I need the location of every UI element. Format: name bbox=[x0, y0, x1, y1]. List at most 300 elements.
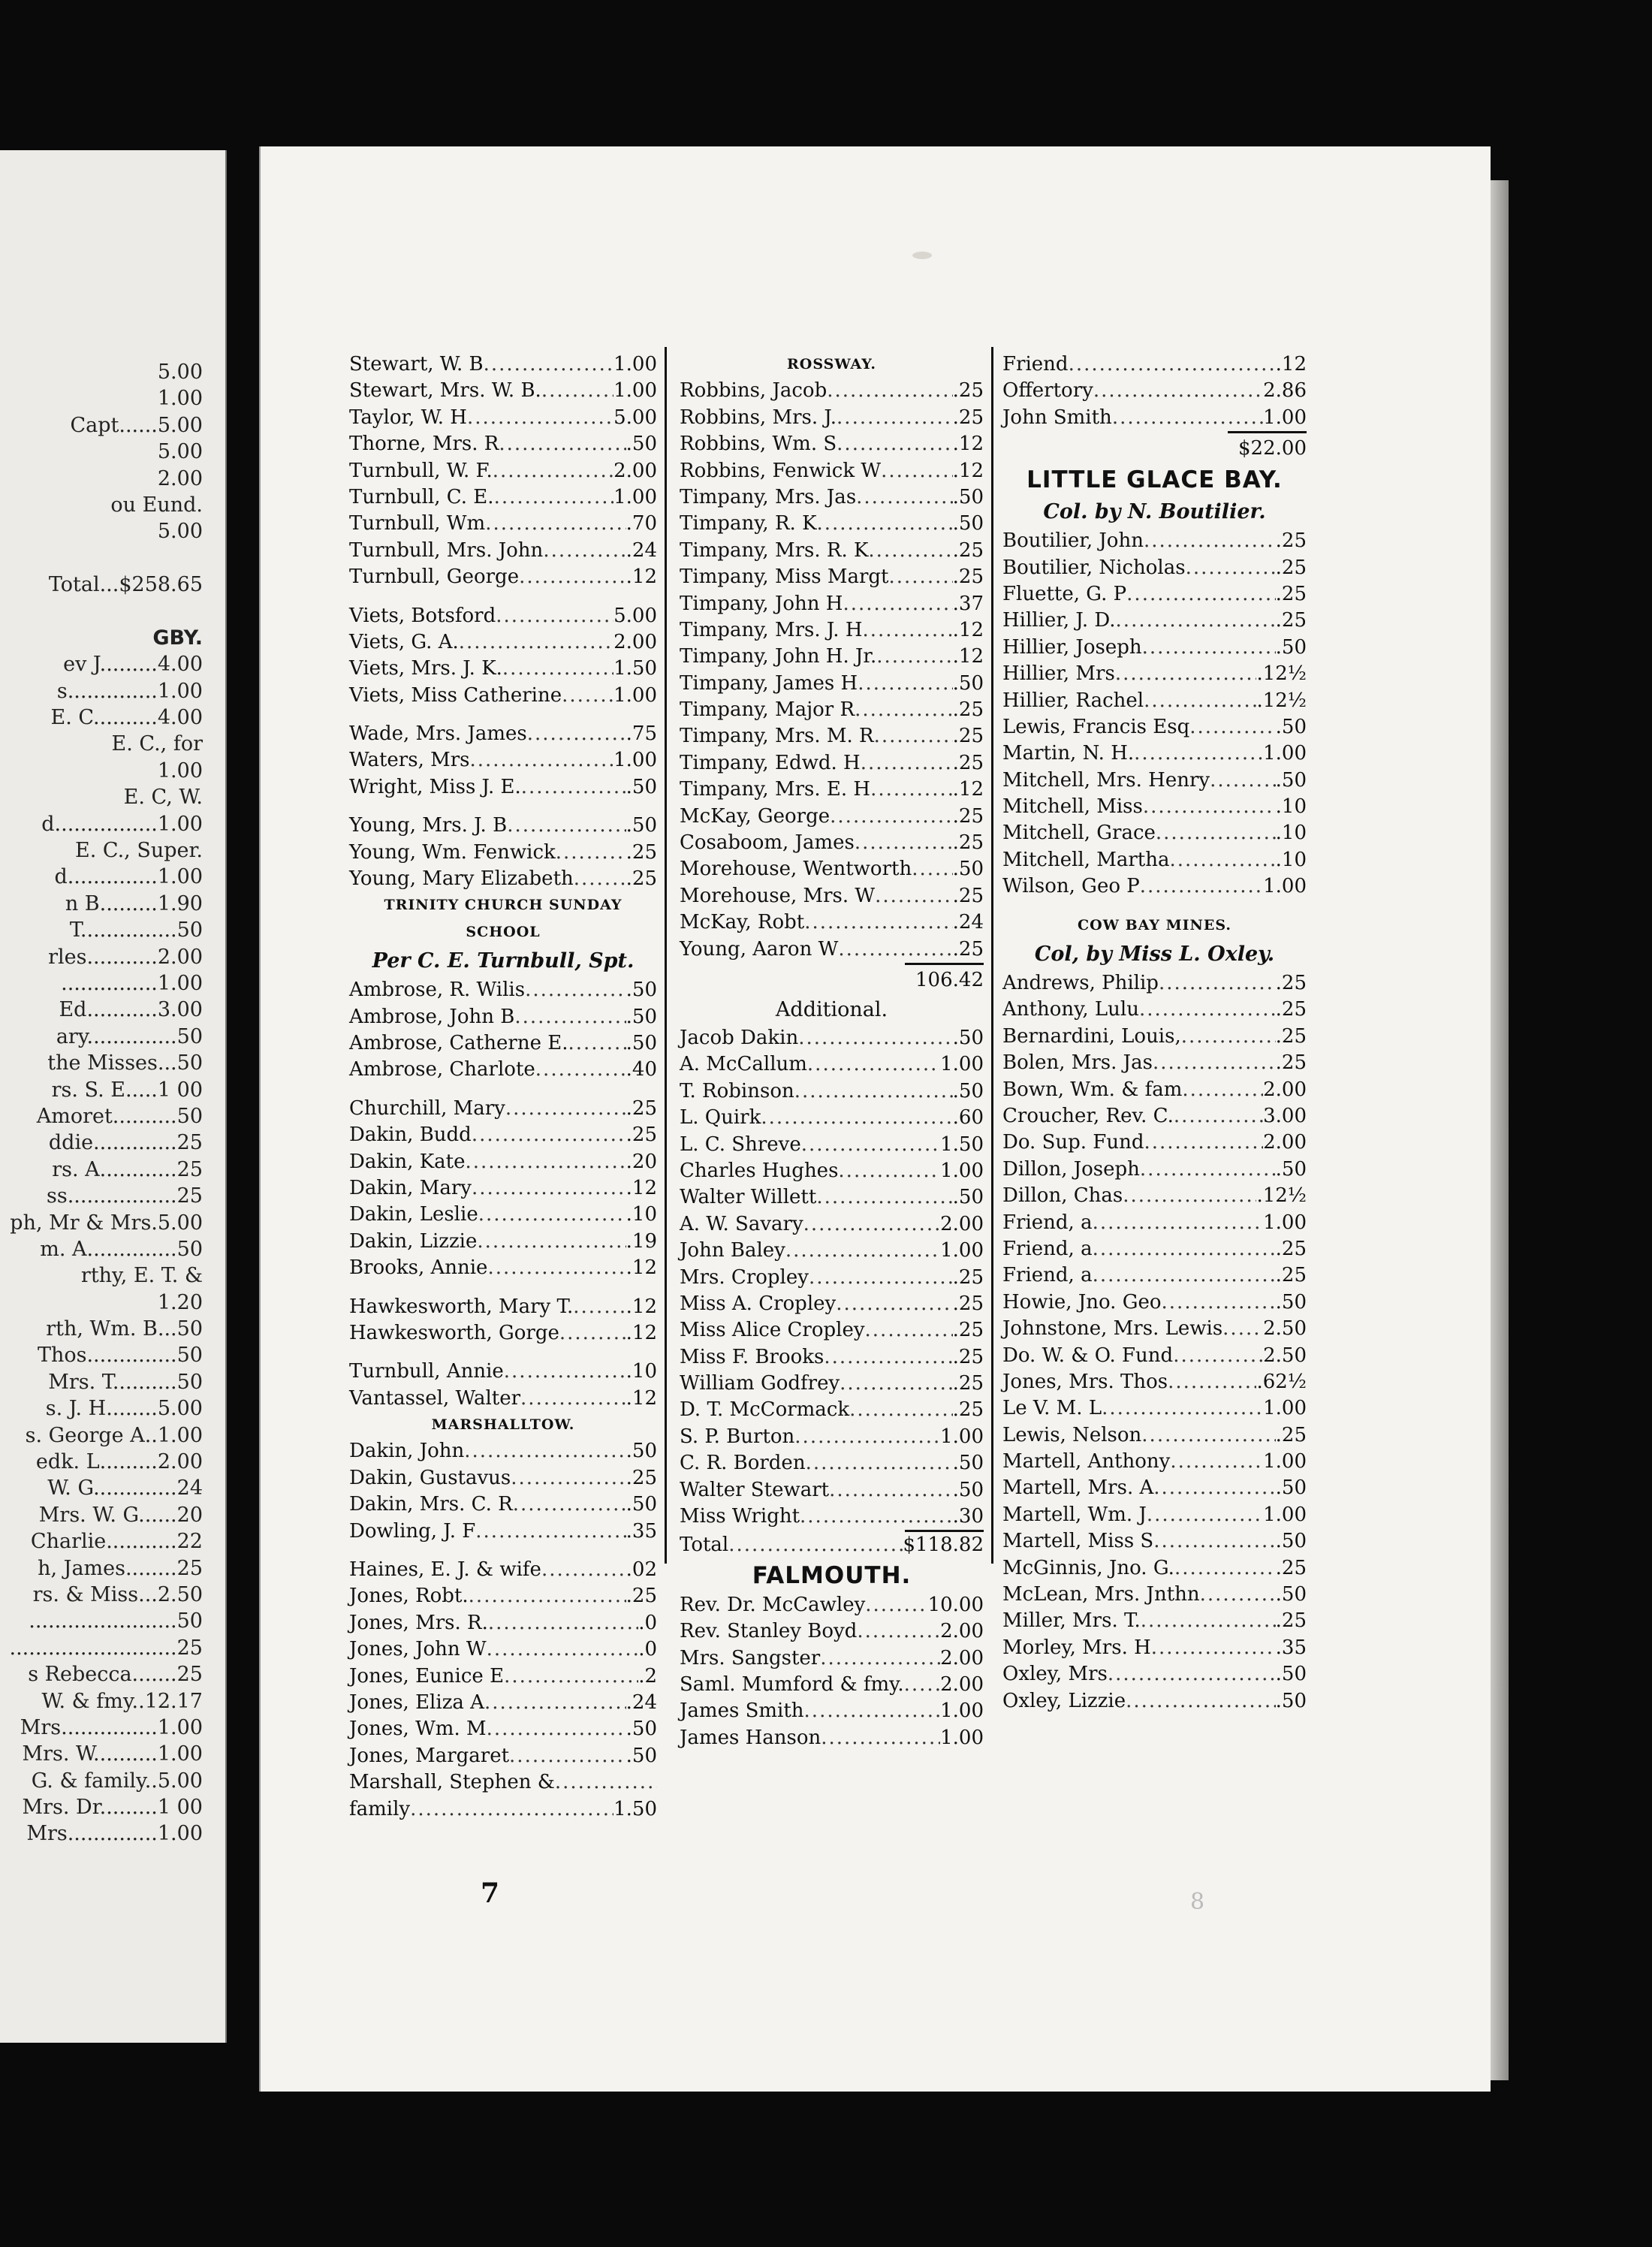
donor-name: Friend, a bbox=[1002, 1264, 1093, 1287]
donation-amount: .30 bbox=[952, 1505, 984, 1528]
donation-amount: 2.50 bbox=[1263, 1317, 1307, 1341]
list-item bbox=[1002, 1688, 1307, 1715]
donation-amount: .50 bbox=[626, 1440, 657, 1463]
donor-name: John Smith bbox=[1002, 406, 1112, 429]
donation-amount: .50 bbox=[1275, 768, 1307, 792]
leader-dots bbox=[837, 405, 953, 431]
leader-dots bbox=[1173, 1343, 1263, 1369]
donation-amount: .12½ bbox=[1256, 689, 1307, 712]
list-item bbox=[680, 777, 984, 803]
donation-amount: 1.00 bbox=[940, 1159, 984, 1182]
list-item bbox=[1002, 1502, 1307, 1528]
donor-name: Timpany, Mrs. R. K bbox=[680, 538, 869, 562]
donor-name: Timpany, Mrs. J. H bbox=[680, 618, 863, 641]
donation-amount: .25 bbox=[626, 840, 657, 864]
leader-dots bbox=[820, 1645, 940, 1672]
donation-amount: 1.50 bbox=[613, 657, 657, 680]
donor-name: Timpany, Mrs. M. R bbox=[680, 725, 874, 748]
list-item bbox=[349, 747, 657, 774]
spacer bbox=[349, 1282, 657, 1294]
donation-amount: .12 bbox=[952, 433, 984, 456]
donor-name: Dillon, Chas bbox=[1002, 1184, 1123, 1208]
donor-name: McLean, Mrs. Jnthn bbox=[1002, 1583, 1200, 1606]
donor-name: Waters, Mrs bbox=[349, 749, 470, 772]
list-item bbox=[1002, 873, 1307, 900]
page-number: 7 bbox=[481, 1878, 500, 1909]
donor-name: Wright, Miss J. E. bbox=[349, 775, 521, 798]
donation-amount: .2 bbox=[638, 1664, 657, 1688]
list-item bbox=[1002, 1395, 1307, 1422]
donor-name: A. W. Savary bbox=[680, 1212, 803, 1235]
donor-name: William Godfrey bbox=[680, 1372, 840, 1395]
donor-name: Boutilier, John bbox=[1002, 529, 1144, 553]
donation-amount: .25 bbox=[1275, 529, 1307, 553]
donor-name: Miss Wright bbox=[680, 1505, 800, 1528]
list-item bbox=[1002, 1050, 1307, 1076]
list-item bbox=[349, 1320, 657, 1347]
donation-amount: 5.00 bbox=[613, 604, 657, 627]
list-item bbox=[1002, 1077, 1307, 1103]
donation-amount: .50 bbox=[952, 1478, 984, 1501]
list-item bbox=[680, 378, 984, 404]
column-2 bbox=[680, 351, 984, 1751]
donor-name: Martell, Anthony bbox=[1002, 1450, 1171, 1473]
donor-name: Turnbull, Wm bbox=[349, 512, 486, 535]
list-item bbox=[680, 1105, 984, 1131]
donation-amount: .12½ bbox=[1256, 662, 1307, 686]
leader-dots bbox=[477, 1229, 626, 1255]
donor-name: Ambrose, Catherne E. bbox=[349, 1031, 568, 1054]
list-item bbox=[680, 1618, 984, 1645]
leader-dots bbox=[881, 458, 953, 484]
donor-name: Ambrose, Charlote bbox=[349, 1058, 535, 1081]
list-item bbox=[680, 1592, 984, 1618]
donor-name: Mitchell, Miss bbox=[1002, 795, 1143, 819]
leader-dots bbox=[573, 1294, 626, 1320]
donation-amount: .50 bbox=[1275, 715, 1307, 738]
left-page-line: ...............1.00 bbox=[61, 971, 203, 995]
donation-amount: .70 bbox=[626, 512, 657, 535]
donation-amount: 1.00 bbox=[940, 1726, 984, 1749]
left-page-line: Thos..............50 bbox=[37, 1344, 203, 1368]
leader-dots bbox=[1151, 1635, 1276, 1661]
leader-dots bbox=[804, 1698, 941, 1724]
donor-name: Jones, John W bbox=[349, 1638, 487, 1661]
donor-name: Mitchell, Grace bbox=[1002, 822, 1156, 845]
donation-amount: 1.00 bbox=[1263, 1450, 1307, 1473]
left-page-line: d................1.00 bbox=[41, 812, 203, 836]
donor-name: Martell, Miss S bbox=[1002, 1530, 1154, 1553]
donation-amount: .50 bbox=[626, 814, 657, 837]
list-item bbox=[680, 1397, 984, 1423]
donation-amount: .35 bbox=[1275, 1636, 1307, 1659]
list-item bbox=[349, 1519, 657, 1545]
spacer bbox=[349, 1545, 657, 1557]
list-item bbox=[680, 671, 984, 697]
donation-amount: .35 bbox=[626, 1519, 657, 1543]
donor-name: Timpany, Edwd. H bbox=[680, 751, 861, 774]
donation-amount: .50 bbox=[952, 1452, 984, 1475]
donor-name: L. Quirk bbox=[680, 1106, 761, 1130]
donor-name: Timpany, John H bbox=[680, 592, 843, 615]
list-item bbox=[680, 644, 984, 670]
donor-name: Ambrose, R. Wilis bbox=[349, 979, 526, 1002]
leader-dots bbox=[1153, 1475, 1275, 1501]
donation-amount: .0 bbox=[638, 1638, 657, 1661]
left-page-line: s. George A..1.00 bbox=[25, 1423, 203, 1447]
leader-dots bbox=[520, 1386, 626, 1412]
left-page-line: Mrs...............1.00 bbox=[20, 1715, 203, 1739]
leader-dots bbox=[499, 431, 626, 457]
donor-name: Hillier, Joseph bbox=[1002, 635, 1142, 659]
left-page-line: the Misses...50 bbox=[47, 1051, 203, 1075]
list-item bbox=[680, 1725, 984, 1751]
donor-name: A. McCallum bbox=[680, 1053, 807, 1076]
list-item bbox=[680, 1051, 984, 1078]
donor-name: Dakin, Lizzie bbox=[349, 1229, 478, 1253]
list-item bbox=[680, 883, 984, 909]
leader-dots bbox=[821, 1725, 940, 1751]
leader-dots bbox=[485, 511, 626, 537]
list-item bbox=[1002, 1661, 1307, 1688]
section-heading: Col, by Miss L. Oxley. bbox=[1034, 943, 1275, 967]
leader-dots bbox=[1093, 1210, 1264, 1236]
leader-dots bbox=[1156, 820, 1276, 846]
donation-amount: .50 bbox=[626, 1031, 657, 1054]
donation-amount: .25 bbox=[626, 867, 657, 891]
donor-name: Howie, Jno. Geo bbox=[1002, 1290, 1162, 1314]
donor-name: Bown, Wm. & fam bbox=[1002, 1078, 1183, 1101]
donation-amount: .25 bbox=[1275, 972, 1307, 995]
left-page-line: Ed...........3.00 bbox=[59, 998, 203, 1022]
donor-name: Lewis, Nelson bbox=[1002, 1423, 1142, 1446]
leader-dots bbox=[559, 1320, 626, 1347]
leader-dots bbox=[1170, 1449, 1263, 1475]
leader-dots bbox=[1143, 794, 1276, 820]
donor-name: Rev. Stanley Boyd bbox=[680, 1620, 858, 1643]
donor-name: Vantassel, Walter bbox=[349, 1386, 521, 1410]
list-item bbox=[1002, 1582, 1307, 1608]
leader-dots bbox=[1153, 1528, 1275, 1555]
left-page-line: ary..............50 bbox=[56, 1024, 203, 1048]
leader-dots bbox=[502, 656, 613, 682]
left-page-line: rs. A............25 bbox=[52, 1157, 203, 1181]
leader-dots bbox=[817, 511, 953, 537]
list-item bbox=[1002, 1103, 1307, 1130]
donation-amount: .25 bbox=[952, 1398, 984, 1422]
donation-amount: .10 bbox=[1275, 822, 1307, 845]
left-page-line: edk. L.........2.00 bbox=[35, 1450, 203, 1474]
leader-dots bbox=[541, 378, 613, 404]
donation-amount: .25 bbox=[952, 406, 984, 429]
list-item bbox=[1002, 581, 1307, 608]
list-item bbox=[680, 617, 984, 644]
donor-name: Timpany, Miss Margt bbox=[680, 566, 889, 589]
list-item bbox=[349, 1057, 657, 1083]
donor-name: Viets, Botsford bbox=[349, 604, 496, 627]
left-page-line: E. C., for bbox=[111, 732, 203, 756]
leader-dots bbox=[527, 721, 626, 747]
donation-amount: .25 bbox=[1275, 1024, 1307, 1048]
donor-name: Taylor, W. H bbox=[349, 406, 467, 429]
donor-name: Dowling, J. F bbox=[349, 1519, 476, 1543]
donation-amount: 1.00 bbox=[613, 683, 657, 707]
leader-dots bbox=[761, 1105, 952, 1131]
leader-dots bbox=[521, 774, 626, 801]
leader-dots bbox=[475, 1519, 626, 1545]
list-item bbox=[1002, 1262, 1307, 1289]
left-page-line: Mrs. T..........50 bbox=[48, 1370, 203, 1394]
list-item bbox=[349, 538, 657, 564]
list-item bbox=[349, 1359, 657, 1385]
donor-name: Jones, Wm. M bbox=[349, 1718, 487, 1741]
donor-name: Martell, Mrs. A bbox=[1002, 1476, 1154, 1500]
left-page-line: rth, Wm. B...50 bbox=[46, 1317, 203, 1341]
donation-amount: .25 bbox=[626, 1585, 657, 1608]
leader-dots bbox=[484, 351, 613, 378]
list-item bbox=[680, 405, 984, 431]
list-item bbox=[349, 1716, 657, 1742]
donor-name: Stewart, Mrs. W. B. bbox=[349, 379, 541, 403]
list-item bbox=[349, 1610, 657, 1636]
list-item bbox=[1002, 1422, 1307, 1449]
list-item bbox=[1002, 635, 1307, 661]
donor-name: D. T. McCormack bbox=[680, 1398, 850, 1422]
leader-dots bbox=[459, 629, 613, 656]
list-item bbox=[349, 1557, 657, 1583]
donation-amount: 2.00 bbox=[940, 1212, 984, 1235]
donation-amount: .25 bbox=[952, 1292, 984, 1315]
donation-amount: .12 bbox=[626, 566, 657, 589]
leader-dots bbox=[830, 804, 952, 830]
list-item bbox=[680, 1672, 984, 1698]
donor-name: Turnbull, George bbox=[349, 566, 520, 589]
donation-amount: 1.00 bbox=[1263, 742, 1307, 765]
leader-dots bbox=[1116, 608, 1276, 634]
leader-dots bbox=[829, 1477, 953, 1504]
donor-name: Robbins, Mrs. J. bbox=[680, 406, 837, 429]
left-page-line: 1.20 bbox=[157, 1290, 203, 1314]
section-heading: Col. by N. Boutilier. bbox=[1043, 500, 1266, 524]
donation-amount: .12 bbox=[1275, 353, 1307, 376]
donation-amount: .37 bbox=[952, 592, 984, 615]
donation-amount: .25 bbox=[952, 884, 984, 907]
list-item bbox=[1002, 1475, 1307, 1501]
leader-dots bbox=[1189, 714, 1275, 740]
donor-name: Wade, Mrs. James bbox=[349, 722, 527, 746]
donor-name: Dakin, Budd bbox=[349, 1124, 472, 1147]
donor-name: Morley, Mrs. H bbox=[1002, 1636, 1151, 1659]
leader-dots bbox=[855, 697, 953, 723]
donor-name: Friend bbox=[1002, 353, 1069, 376]
list-item bbox=[1002, 847, 1307, 873]
list-item bbox=[349, 1004, 657, 1030]
donation-amount: .50 bbox=[1275, 635, 1307, 659]
leader-dots bbox=[1108, 1661, 1276, 1688]
leader-dots bbox=[1140, 1157, 1276, 1183]
donor-name: S. P. Burton bbox=[680, 1425, 795, 1448]
donation-amount: 2.00 bbox=[1263, 1131, 1307, 1154]
leader-dots bbox=[849, 1397, 953, 1423]
donor-name: Morehouse, Wentworth bbox=[680, 858, 912, 881]
leader-dots bbox=[865, 1592, 927, 1618]
leader-dots bbox=[494, 484, 614, 511]
donor-name: Hawkesworth, Gorge bbox=[349, 1321, 559, 1344]
list-item bbox=[349, 405, 657, 431]
donor-name: Young, Mrs. J. B bbox=[349, 814, 508, 837]
leader-dots bbox=[1200, 1582, 1276, 1608]
donation-amount: .50 bbox=[952, 1026, 984, 1049]
leader-dots bbox=[574, 866, 626, 892]
donation-amount: .12 bbox=[952, 459, 984, 482]
donor-name: Mitchell, Martha bbox=[1002, 848, 1170, 871]
leader-dots bbox=[1168, 1369, 1256, 1395]
donation-amount: 1.00 bbox=[940, 1425, 984, 1448]
list-item bbox=[680, 511, 984, 537]
donation-amount: .25 bbox=[952, 1345, 984, 1368]
donor-name: Timpany, Mrs. Jas bbox=[680, 485, 857, 508]
donor-name: Dakin, Mrs. C. R bbox=[349, 1493, 513, 1516]
left-page-line: W. & fmy..12.17 bbox=[41, 1689, 203, 1713]
donor-name: Hillier, J. D. bbox=[1002, 609, 1116, 632]
donor-name: Timpany, Major R bbox=[680, 698, 855, 722]
leader-dots bbox=[1126, 1688, 1276, 1715]
left-page-line: Mrs. W..........1.00 bbox=[22, 1742, 203, 1766]
list-item bbox=[1002, 714, 1307, 740]
donation-amount: 1.00 bbox=[613, 485, 657, 508]
donor-name: Stewart, W. B bbox=[349, 353, 484, 376]
donation-amount: .12 bbox=[952, 618, 984, 641]
leader-dots bbox=[562, 683, 613, 709]
donor-name: James Smith bbox=[680, 1700, 804, 1723]
leader-dots bbox=[1141, 1422, 1275, 1449]
left-page-line: ..........................25 bbox=[9, 1636, 203, 1660]
leader-dots bbox=[1144, 528, 1276, 554]
leader-dots bbox=[1069, 351, 1276, 378]
donation-amount: .12 bbox=[626, 1295, 657, 1318]
list-item bbox=[349, 1465, 657, 1491]
donation-amount: .50 bbox=[626, 979, 657, 1002]
donation-amount: .25 bbox=[952, 1319, 984, 1342]
donation-amount: 3.00 bbox=[1263, 1104, 1307, 1127]
donation-amount: .25 bbox=[1275, 1423, 1307, 1446]
donation-amount: 5.00 bbox=[613, 406, 657, 429]
leader-dots bbox=[1147, 1502, 1263, 1528]
leader-dots bbox=[843, 591, 952, 617]
left-page-line: Mrs. W. G......20 bbox=[38, 1503, 203, 1527]
list-item bbox=[349, 656, 657, 682]
list-item bbox=[680, 697, 984, 723]
donor-name: Jones, Margaret bbox=[349, 1744, 510, 1767]
list-item bbox=[680, 458, 984, 484]
donor-name: Young, Wm. Fenwick bbox=[349, 840, 556, 864]
donation-amount: .50 bbox=[952, 1079, 984, 1102]
donation-amount: .12 bbox=[626, 1386, 657, 1410]
donation-amount: .10 bbox=[1275, 795, 1307, 819]
donation-amount: 1.00 bbox=[1263, 1397, 1307, 1420]
list-item bbox=[349, 1438, 657, 1464]
donor-name: Turnbull, W. F. bbox=[349, 459, 493, 482]
donation-amount: .10 bbox=[1275, 848, 1307, 871]
donor-name: Hillier, Rachel bbox=[1002, 689, 1144, 712]
list-item bbox=[349, 977, 657, 1003]
list-item bbox=[680, 1265, 984, 1291]
leader-dots bbox=[1182, 1077, 1263, 1103]
donor-name: Dakin, Kate bbox=[349, 1150, 466, 1173]
left-page-line: ev J.........4.00 bbox=[63, 653, 203, 677]
donation-amount: .25 bbox=[626, 1124, 657, 1147]
donation-amount: .24 bbox=[626, 1691, 657, 1714]
list-item bbox=[349, 603, 657, 629]
leader-dots bbox=[1174, 1103, 1263, 1130]
donor-name: Martell, Wm. J bbox=[1002, 1503, 1147, 1526]
list-item bbox=[1002, 794, 1307, 820]
donation-amount: .50 bbox=[1275, 1476, 1307, 1500]
donation-amount: .60 bbox=[952, 1106, 984, 1130]
donation-amount: .25 bbox=[1275, 1051, 1307, 1075]
donation-amount: 2.00 bbox=[940, 1620, 984, 1643]
donor-name: Viets, Miss Catherine bbox=[349, 683, 562, 707]
left-page-line: ou Eund. bbox=[110, 493, 203, 517]
donor-name: Bernardini, Louis, bbox=[1002, 1024, 1181, 1048]
left-page-line: ss.................25 bbox=[47, 1184, 203, 1208]
left-page-line: 5.00 bbox=[157, 360, 203, 384]
donation-amount: .50 bbox=[626, 433, 657, 456]
donation-amount: .25 bbox=[952, 751, 984, 774]
list-item bbox=[1002, 970, 1307, 997]
list-item bbox=[349, 458, 657, 484]
leader-dots bbox=[509, 1743, 626, 1769]
donor-name: Dakin, Leslie bbox=[349, 1203, 478, 1226]
donor-name: Churchill, Mary bbox=[349, 1096, 505, 1120]
left-page-line: 1.00 bbox=[157, 387, 203, 411]
donation-amount: .50 bbox=[1275, 1663, 1307, 1686]
list-item bbox=[349, 351, 657, 378]
leader-dots bbox=[807, 1051, 940, 1078]
list-item bbox=[1002, 405, 1307, 431]
list-item bbox=[680, 1184, 984, 1211]
donation-amount: .12 bbox=[952, 645, 984, 668]
list-item bbox=[1002, 1608, 1307, 1634]
donor-name: Thorne, Mrs. R bbox=[349, 433, 499, 456]
donor-name: Timpany, Mrs. E. H bbox=[680, 778, 871, 801]
left-page-line: rs. S. E.....1 00 bbox=[51, 1078, 203, 1102]
left-page-line: s..............1.00 bbox=[56, 679, 203, 703]
list-item bbox=[349, 564, 657, 590]
leader-dots bbox=[785, 1238, 940, 1264]
donor-name: Bolen, Mrs. Jas bbox=[1002, 1051, 1153, 1075]
leader-dots bbox=[493, 458, 613, 484]
list-item bbox=[1002, 688, 1307, 714]
leader-dots bbox=[1093, 1236, 1276, 1262]
section-heading: TRINITY CHURCH SUNDAY bbox=[384, 897, 623, 914]
donor-name: Young, Mary Elizabeth bbox=[349, 867, 574, 891]
section-heading: Additional. bbox=[775, 997, 888, 1021]
list-item bbox=[1002, 351, 1307, 378]
list-item bbox=[1002, 1528, 1307, 1555]
list-item bbox=[1002, 1343, 1307, 1369]
list-item bbox=[349, 511, 657, 537]
donation-amount: .25 bbox=[1275, 1237, 1307, 1260]
donor-name: McKay, George bbox=[680, 804, 831, 828]
leader-dots bbox=[1174, 1555, 1276, 1582]
list-item bbox=[349, 813, 657, 839]
leader-dots bbox=[484, 1690, 626, 1716]
donation-amount: .50 bbox=[626, 1744, 657, 1767]
list-item bbox=[1002, 1316, 1307, 1342]
leader-dots bbox=[1142, 635, 1276, 661]
donor-name: Young, Aaron W bbox=[680, 937, 839, 961]
